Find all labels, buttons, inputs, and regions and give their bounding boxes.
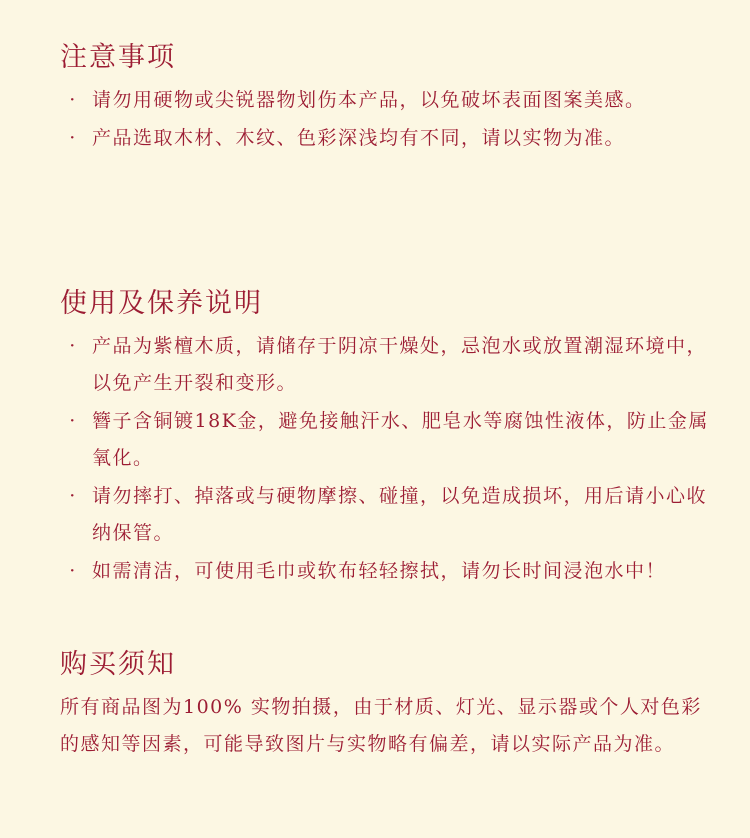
- list-item-text: 请勿用硬物或尖锐器物划伤本产品，以免破坏表面图案美感。: [92, 89, 646, 111]
- purchase-heading: 购买须知: [60, 649, 176, 680]
- list-item-text: 请勿摔打、掉落或与硬物摩擦、碰撞，以免造成损坏，用后请小心收纳保管。: [92, 485, 708, 544]
- list-item: [60, 478, 710, 552]
- list-item-text: 产品选取木材、木纹、色彩深浅均有不同，请以实物为准。: [92, 127, 626, 149]
- list-item-text: 产品为紫檀木质，请储存于阴凉干燥处，忌泡水或放置潮湿环境中，以免产生开裂和变形。: [92, 335, 708, 394]
- notice-heading: 注意事项: [60, 42, 176, 73]
- list-item: [60, 553, 710, 590]
- list-item: [60, 328, 710, 402]
- purchase-text: 所有商品图为100% 实物拍摄，由于材质、灯光、显示器或个人对色彩的感知等因素，可能导致图片与实物略有偏差，请以实际产品为准。: [60, 696, 702, 755]
- bullet-icon: ·: [69, 485, 77, 507]
- bullet-icon: ·: [69, 89, 77, 111]
- notice-list: [60, 82, 710, 157]
- bullet-icon: ·: [69, 335, 77, 357]
- list-item: [60, 120, 710, 157]
- usage-section: [60, 284, 710, 591]
- notice-section: [60, 38, 710, 158]
- list-item-text: 如需清洁，可使用毛巾或软布轻轻擦拭，请勿长时间浸泡水中！: [92, 560, 667, 582]
- usage-list: [60, 328, 710, 590]
- list-item: [60, 82, 710, 119]
- bullet-icon: ·: [69, 410, 77, 432]
- usage-heading: 使用及保养说明: [60, 288, 263, 319]
- bullet-icon: ·: [69, 560, 77, 582]
- purchase-section: [60, 645, 710, 763]
- bullet-icon: ·: [69, 127, 77, 149]
- list-item-text: 簪子含铜镀18K金，避免接触汗水、肥皂水等腐蚀性液体，防止金属氧化。: [92, 410, 709, 469]
- list-item: [60, 403, 710, 477]
